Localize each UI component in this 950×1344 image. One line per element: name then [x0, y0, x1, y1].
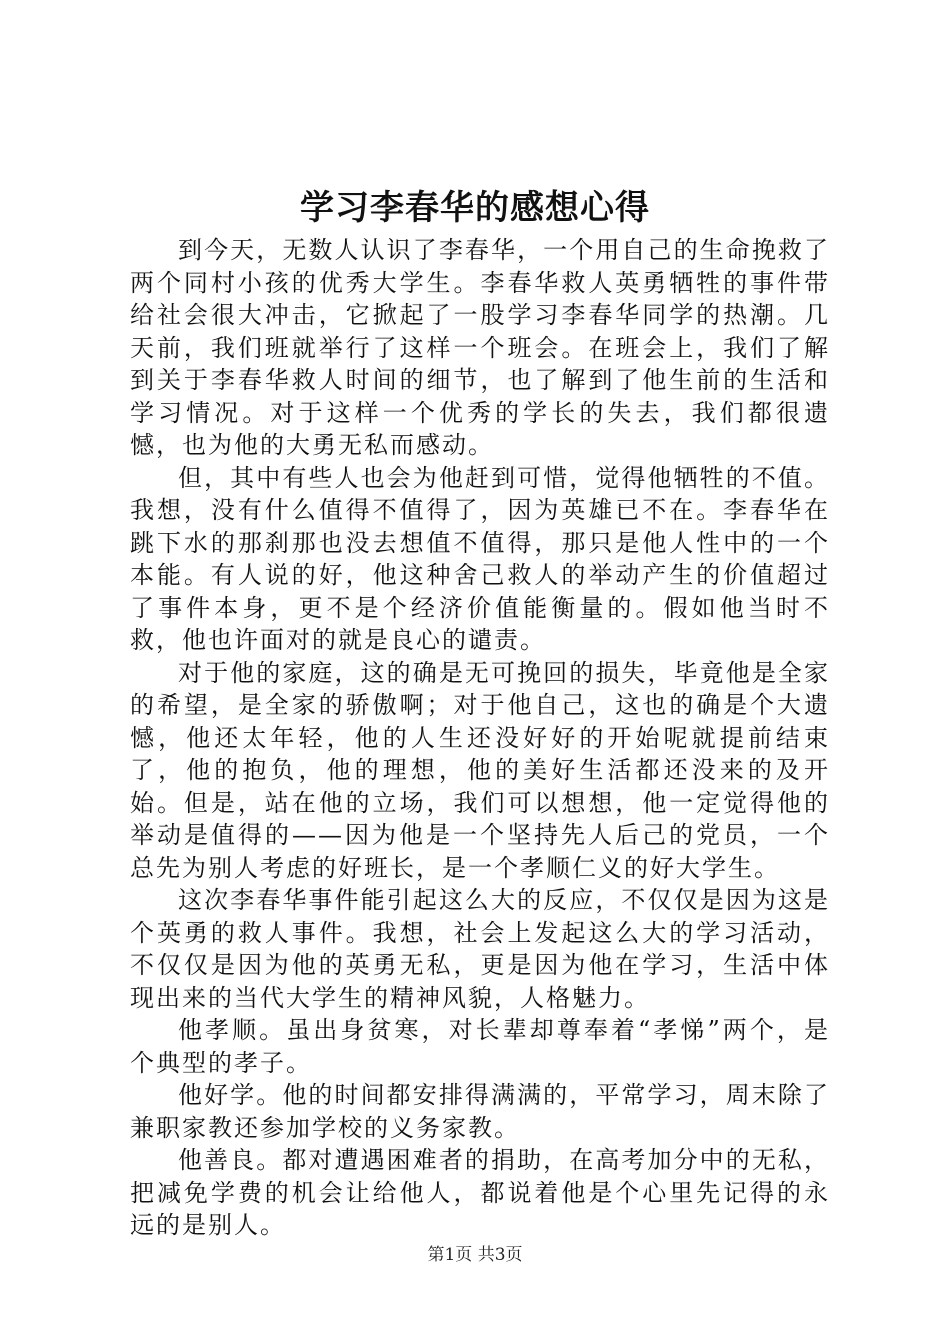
page-number-footer: 第1页 共3页	[427, 1245, 523, 1265]
document-title: 学习李春华的感想心得	[300, 188, 650, 228]
paragraph-6: 他好学。他的时间都安排得满满的，平常学习，周末除了兼职家教还参加学校的义务家教。	[130, 1081, 830, 1142]
document-body	[130, 234, 830, 1242]
paragraph-1: 到今天，无数人认识了李春华，一个用自己的生命挽救了两个同村小孩的优秀大学生。李春华救人英勇牺牲的事件带给社会很大冲击，它掀起了一股学习李春华同学的热潮。几天前，我们班就举行了这样一个班会。在班会上，我们了解到关于李春华救人时间的细节，也了解到了他生前的生活和学习情况。对于这样一个优秀的学长的失去，我们都很遗憾，也为他的大勇无私而感动。	[130, 236, 830, 459]
paragraph-2: 但，其中有些人也会为他赶到可惜，觉得他牺牲的不值。我想，没有什么值得不值得了，因为英雄已不在。李春华在跳下水的那刹那也没去想值不值得，那只是他人性中的一个本能。有人说的好，他这种舍己救人的举动产生的价值超过了事件本身，更不是个经济价值能衡量的。假如他当时不救，他也许面对的就是良心的谴责。	[130, 463, 830, 654]
paragraph-5: 他孝顺。虽出身贫寒，对长辈却尊奉着“孝悌”两个，是个典型的孝子。	[130, 1016, 830, 1077]
paragraph-3: 对于他的家庭，这的确是无可挽回的损失，毕竟他是全家的希望，是全家的骄傲啊；对于他自己，这也的确是个大遗憾，他还太年轻，他的人生还没好好的开始呢就提前结束了，他的抱负，他的理想，他的美好生活都还没来的及开始。但是，站在他的立场，我们可以想想，他一定觉得他的举动是值得的——因为他是一个坚持先人后己的党员，一个总先为别人考虑的好班长，是一个孝顺仁义的好大学生。	[130, 658, 830, 882]
paragraph-7: 他善良。都对遭遇困难者的捐助，在高考加分中的无私，把减免学费的机会让给他人，都说着他是个心里先记得的永远的是别人。	[130, 1146, 830, 1239]
paragraph-4: 这次李春华事件能引起这么大的反应，不仅仅是因为这是个英勇的救人事件。我想，社会上发起这么大的学习活动，不仅仅是因为他的英勇无私，更是因为他在学习，生活中体现出来的当代大学生的精神风貌，人格魅力。	[130, 886, 830, 1012]
